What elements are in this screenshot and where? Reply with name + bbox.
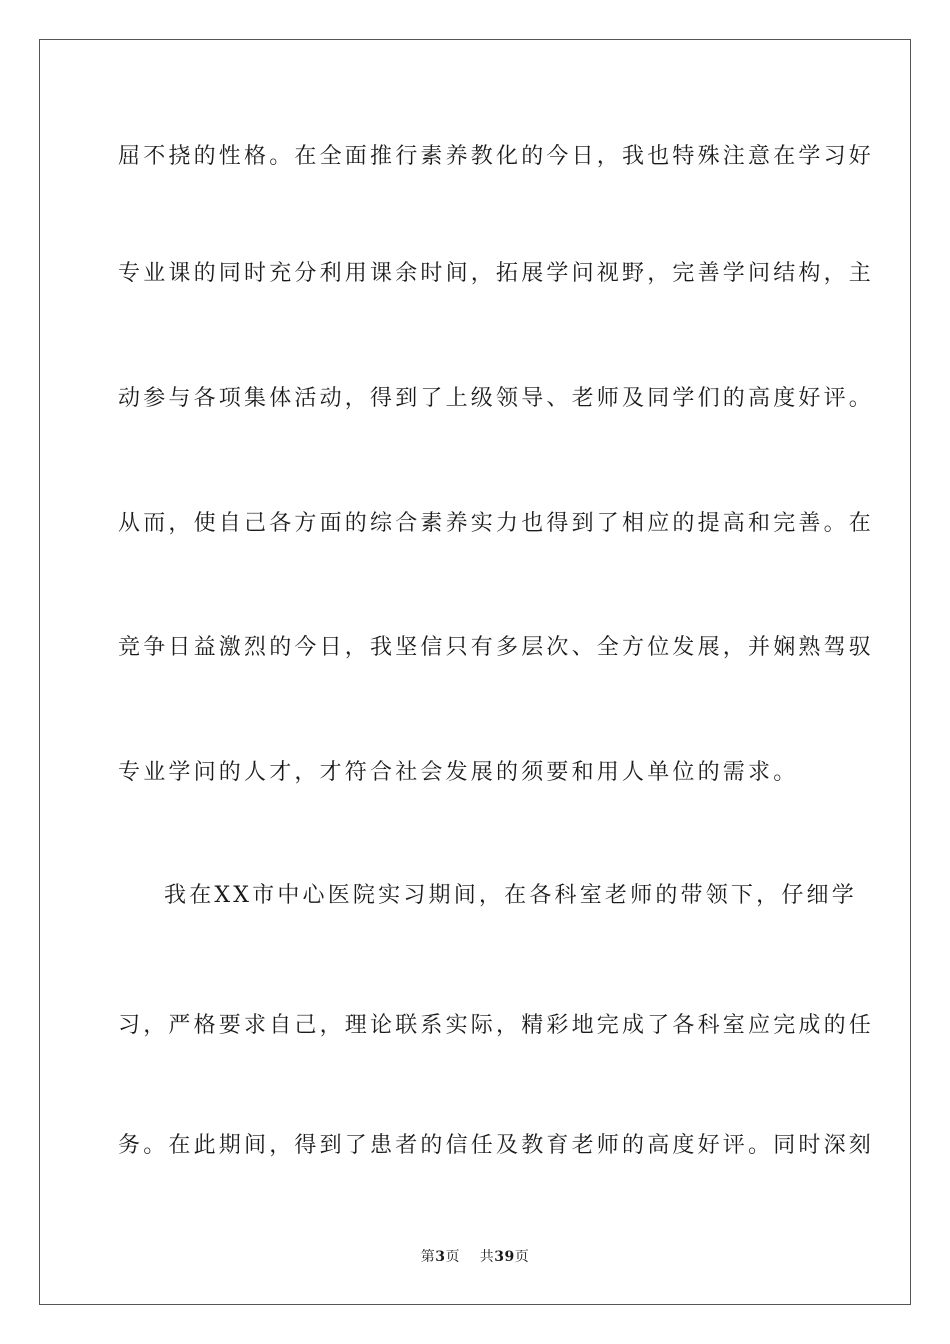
page-footer xyxy=(0,1248,950,1266)
total-pages: 39 xyxy=(494,1249,515,1265)
body-text-line-8: 习，严格要求自己，理论联系实际，精彩地完成了各科室应完成的任 xyxy=(118,1013,875,1038)
total-prefix: 共 xyxy=(479,1249,495,1265)
page-unit: 页 xyxy=(445,1249,460,1265)
page-prefix: 第 xyxy=(420,1249,436,1265)
body-text-line-2: 专业课的同时充分利用课余时间，拓展学问视野，完善学问结构，主 xyxy=(118,261,875,286)
body-text-line-4: 从而，使自己各方面的综合素养实力也得到了相应的提高和完善。在 xyxy=(118,511,875,536)
body-text-line-7: 我在XX市中心医院实习期间，在各科室老师的带领下，仔细学 xyxy=(164,883,857,908)
page-number: 3 xyxy=(435,1249,446,1265)
body-text-line-3: 动参与各项集体活动，得到了上级领导、老师及同学们的高度好评。 xyxy=(118,386,875,411)
page-border xyxy=(39,39,911,1305)
body-text-line-6: 专业学问的人才，才符合社会发展的须要和用人单位的需求。 xyxy=(118,760,799,785)
body-text-line-5: 竞争日益激烈的今日，我坚信只有多层次、全方位发展，并娴熟驾驭 xyxy=(118,635,875,660)
body-text-line-9: 务。在此期间，得到了患者的信任及教育老师的高度好评。同时深刻 xyxy=(118,1133,875,1158)
body-text-line-1: 屈不挠的性格。在全面推行素养教化的今日，我也特殊注意在学习好 xyxy=(118,144,875,169)
total-unit: 页 xyxy=(514,1249,530,1265)
